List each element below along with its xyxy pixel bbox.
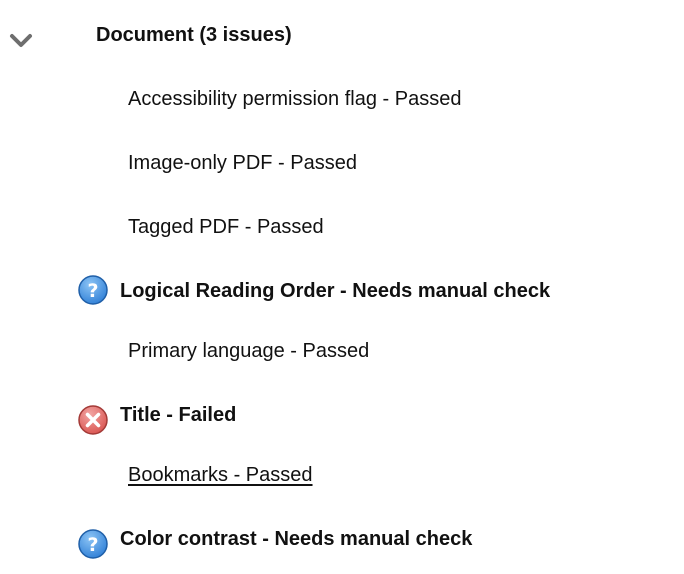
checklist-item-tagged-pdf[interactable] xyxy=(0,212,684,242)
question-icon xyxy=(77,274,109,306)
chevron-down-icon[interactable] xyxy=(8,32,34,50)
checklist-item-label: Bookmarks - Passed xyxy=(128,464,313,486)
checklist-item-bookmarks[interactable] xyxy=(0,460,684,490)
checklist-item-image-only-pdf[interactable] xyxy=(0,148,684,178)
svg-text:?: ? xyxy=(87,280,99,302)
checklist-item-label: Accessibility permission flag - Passed xyxy=(128,88,462,110)
checklist-item-label: Tagged PDF - Passed xyxy=(128,216,324,238)
checklist-item-label: Title - Failed xyxy=(120,404,237,426)
checklist-item-accessibility-permission-flag[interactable] xyxy=(0,84,684,114)
svg-text:?: ? xyxy=(87,534,99,556)
checklist-item-primary-language[interactable] xyxy=(0,336,684,366)
question-icon xyxy=(77,528,109,560)
checklist-item-label: Primary language - Passed xyxy=(128,340,370,362)
checklist-item-label: Color contrast - Needs manual check xyxy=(120,528,473,550)
checklist-item-title[interactable] xyxy=(0,400,684,430)
checklist-item-label: Image-only PDF - Passed xyxy=(128,152,357,174)
checklist-item-color-contrast[interactable] xyxy=(0,524,684,554)
checklist-item-label: Logical Reading Order - Needs manual check xyxy=(120,280,551,302)
checklist-item-logical-reading-order[interactable] xyxy=(0,276,684,306)
group-title-document[interactable]: Document (3 issues) xyxy=(96,24,292,46)
failed-x-icon xyxy=(77,404,109,436)
